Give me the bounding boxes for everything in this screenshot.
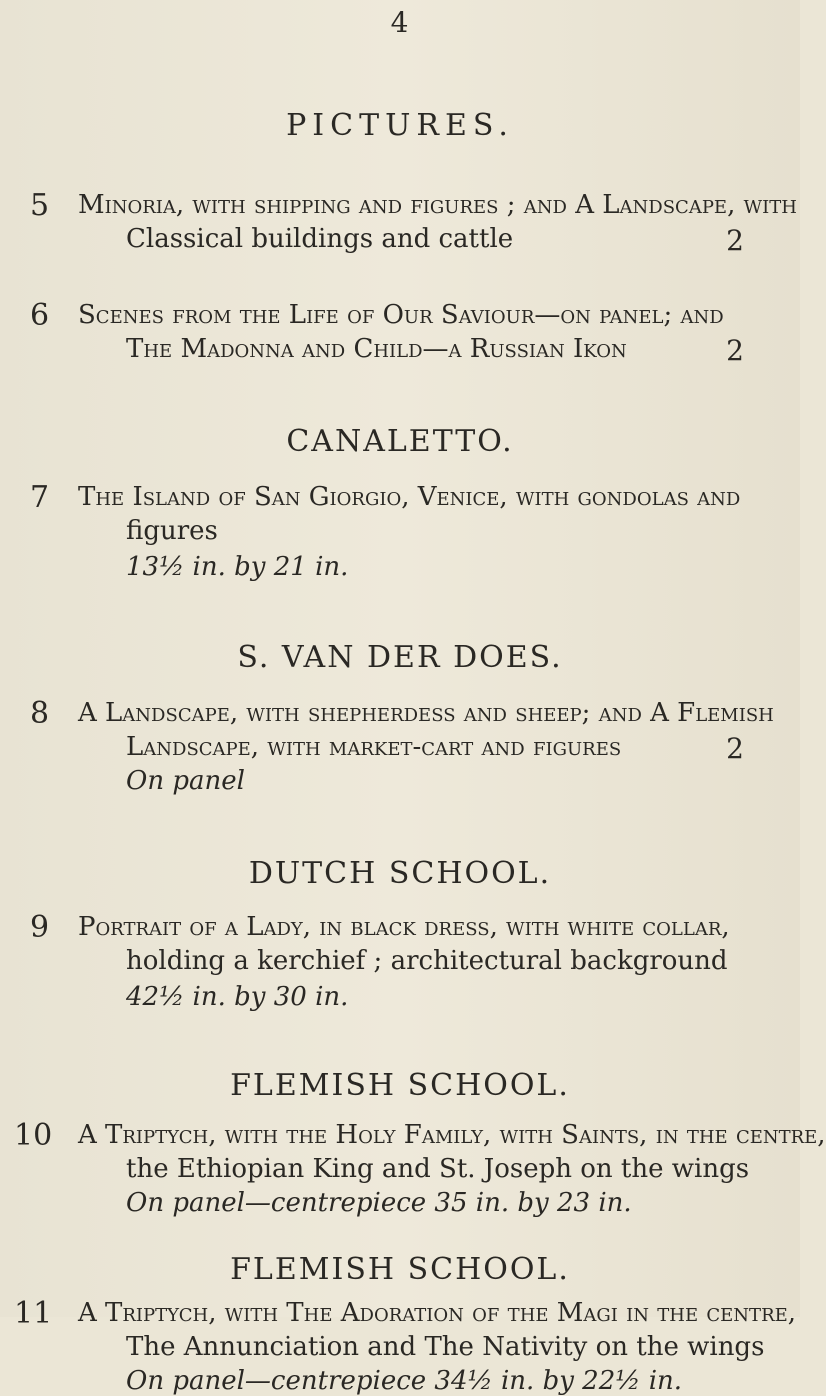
- lot-quantity: 2: [726, 732, 744, 765]
- artist-heading: FLEMISH SCHOOL.: [230, 1068, 570, 1103]
- running-title: PICTURES.: [286, 108, 514, 143]
- lot-description-line: A Triptych, with The Adoration of the Magi in the centre,: [78, 1298, 797, 1328]
- artist-heading: DUTCH SCHOOL.: [248, 856, 552, 891]
- lot-description-line: Classical buildings and cattle: [126, 224, 514, 254]
- lot-dimensions: 42½ in. by 30 in.: [126, 982, 349, 1012]
- lot-description-line: Landscape, with market-cart and figures: [126, 732, 622, 762]
- lot-quantity: 2: [726, 334, 744, 367]
- lot-entry: [0, 1296, 800, 1396]
- artist-heading: CANALETTO.: [286, 424, 514, 459]
- lot-description-line: Minoria, with shipping and figures ; and A Landscape, with: [78, 190, 797, 220]
- artist-heading: S. VAN DER DOES.: [237, 640, 563, 675]
- lot-description-line: The Annunciation and The Nativity on the wings: [126, 1332, 765, 1362]
- lot-medium: On panel: [126, 766, 245, 796]
- lot-number: 7: [30, 480, 50, 515]
- lot-number: 5: [30, 188, 50, 223]
- lot-description-line: holding a kerchief ; architectural background: [126, 946, 728, 976]
- lot-number: 9: [30, 910, 50, 945]
- artist-heading: FLEMISH SCHOOL.: [230, 1252, 570, 1287]
- lot-number: 6: [30, 298, 50, 333]
- lot-description-line: Portrait of a Lady, in black dress, with white collar,: [78, 912, 730, 942]
- page-number: 4: [390, 6, 410, 39]
- lot-description-line: the Ethiopian King and St. Joseph on the wings: [126, 1154, 750, 1184]
- lot-description-line: A Landscape, with shepherdess and sheep; and A Flemish: [78, 698, 774, 728]
- lot-number: 10: [14, 1118, 53, 1153]
- lot-description-line: Scenes from the Life of Our Saviour—on panel; and: [78, 300, 724, 330]
- lot-dimensions: On panel—centrepiece 34½ in. by 22½ in.: [126, 1366, 683, 1396]
- lot-description-line: A Triptych, with the Holy Family, with Saints, in the centre,: [78, 1120, 826, 1150]
- lot-description-line: The Madonna and Child—a Russian Ikon: [126, 334, 627, 364]
- lot-dimensions: On panel—centrepiece 35 in. by 23 in.: [126, 1188, 632, 1218]
- lot-number: 8: [30, 696, 50, 731]
- lot-quantity: 2: [726, 224, 744, 257]
- lot-description-line: The Island of San Giorgio, Venice, with gondolas and: [78, 482, 741, 512]
- lot-dimensions: 13½ in. by 21 in.: [126, 552, 349, 582]
- lot-number: 11: [14, 1296, 53, 1331]
- lot-description-line: figures: [126, 516, 218, 546]
